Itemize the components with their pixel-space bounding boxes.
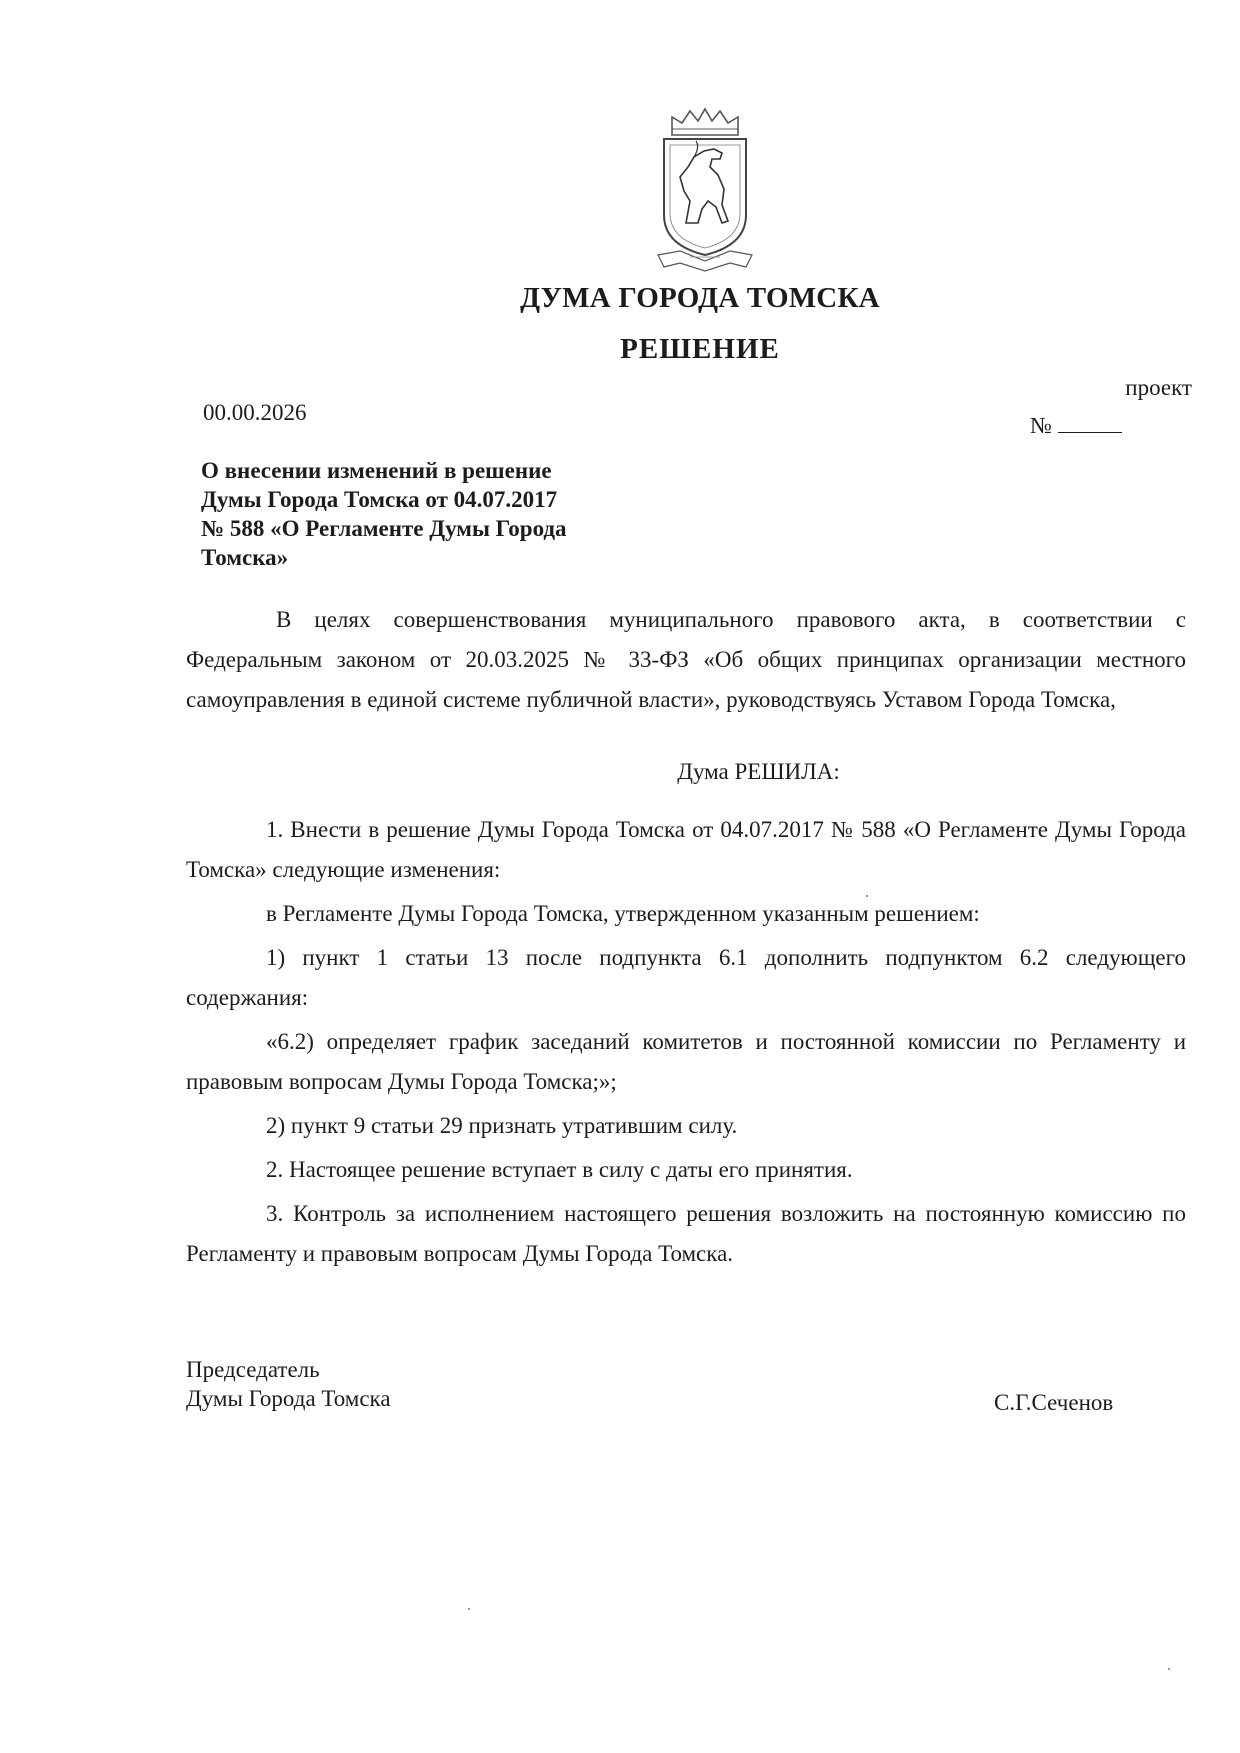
subject-line: О внесении изменений в решение (201, 458, 552, 483)
subject-line: № 588 «О Регламенте Думы Города (201, 516, 567, 541)
coat-of-arms-emblem (650, 105, 760, 277)
subject-line: Томска» (201, 545, 289, 570)
decision-item: 2) пункт 9 статьи 29 признать утратившим силу. (266, 1113, 738, 1138)
decision-item: в Регламенте Думы Города Томска, утвержденном указанным решением: (266, 901, 980, 926)
scan-speck (468, 1608, 470, 1610)
draft-label: проект (1125, 375, 1192, 400)
preamble-paragraph: В целях совершенствования муниципального правового акта, в соответствии с Федеральным законом от 20.03.2025 № 33-ФЗ «Об общих принципах организации местного самоуправления в единой системе публичной власти», руководствуясь Уставом Города Томска, (186, 607, 1186, 712)
decision-body (186, 600, 1186, 1278)
organization-title: ДУМА ГОРОДА ТОМСКА (520, 282, 880, 314)
document-type-heading: РЕШЕНИЕ (620, 333, 780, 365)
decision-item: 2. Настоящее решение вступает в силу с даты его принятия. (266, 1157, 853, 1182)
decision-item: 1) пункт 1 статьи 13 после подпункта 6.1 дополнить подпунктом 6.2 следующего содержания: (186, 945, 1186, 1010)
decision-item: 3. Контроль за исполнением настоящего решения возложить на постоянную комиссию по Регламенту и правовым вопросам Думы Города Томска. (186, 1201, 1186, 1266)
decision-item: «6.2) определяет график заседаний комитетов и постоянной комиссии по Регламенту и правовым вопросам Думы Города Томска;»; (186, 1029, 1186, 1094)
decided-heading: Дума РЕШИЛА: (677, 759, 840, 784)
scan-speck (866, 895, 868, 897)
document-number (1030, 412, 1122, 439)
number-blank-line (1058, 412, 1122, 433)
decision-item: 1. Внести в решение Думы Города Томска от 04.07.2017 № 588 «О Регламенте Думы Города Томска» следующие изменения: (186, 817, 1186, 882)
position-line: Председатель (186, 1357, 320, 1382)
scan-speck (1168, 1668, 1170, 1670)
document-date: 00.00.2026 (203, 400, 307, 425)
signatory-position (186, 1355, 391, 1413)
decision-subject (201, 456, 621, 572)
signatory-name: С.Г.Сеченов (994, 1390, 1114, 1415)
number-sign: № (1030, 413, 1052, 438)
subject-line: Думы Города Томска от 04.07.2017 (201, 487, 558, 512)
position-line: Думы Города Томска (186, 1386, 391, 1411)
